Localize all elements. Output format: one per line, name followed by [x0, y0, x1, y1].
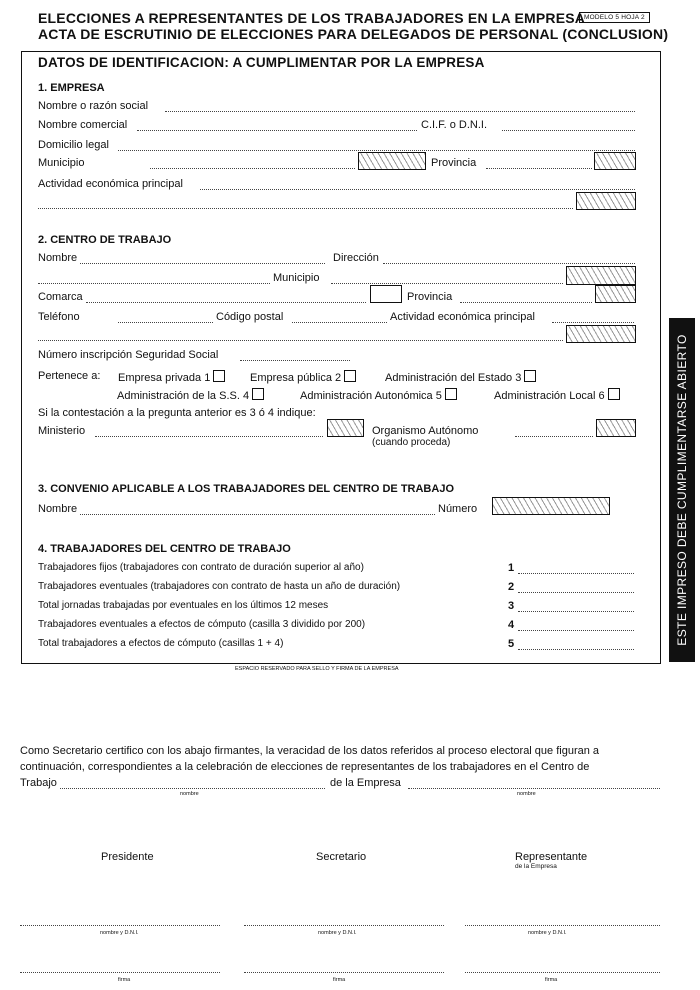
worker-row-label: Total jornadas trabajadas por eventuales en los últimos 12 meses [38, 600, 329, 611]
option-label: Administración Local 6 [494, 390, 605, 402]
field-centro-trabajo[interactable] [60, 788, 325, 789]
option-adm-ss[interactable] [117, 388, 264, 402]
field-representante-nombre[interactable] [465, 925, 660, 926]
label-ministerio: Ministerio [38, 425, 86, 437]
field-centro-municipio[interactable] [331, 283, 563, 284]
field-centro-actividad[interactable] [552, 322, 634, 323]
option-adm-local[interactable] [494, 388, 620, 402]
field-worker-2[interactable] [518, 592, 634, 593]
field-actividad-2[interactable] [38, 208, 573, 209]
label-direccion: Dirección [333, 252, 379, 264]
label-municipio: Municipio [38, 157, 85, 169]
label-cif: C.I.F. o D.N.I. [421, 119, 488, 131]
label-seg-social: Número inscripción Seguridad Social [38, 349, 219, 361]
code-box-municipio [358, 152, 426, 170]
worker-row-num: 4 [508, 619, 515, 631]
option-label: Empresa privada 1 [118, 372, 211, 384]
code-box-comarca [370, 285, 402, 303]
checkbox-adm-local[interactable] [608, 388, 620, 400]
field-presidente-nombre[interactable] [20, 925, 220, 926]
code-box-provincia [594, 152, 636, 170]
worker-row-label: Trabajadores fijos (trabajadores con contrato de duración superior al año) [38, 562, 364, 573]
option-label: Administración Autonómica 5 [300, 390, 442, 402]
label-centro-nombre: Nombre [38, 252, 78, 264]
label-convenio-nombre: Nombre [38, 503, 78, 515]
field-provincia[interactable] [486, 168, 592, 169]
label-razon-social: Nombre o razón social [38, 100, 149, 112]
option-label: Administración del Estado 3 [385, 372, 522, 384]
label-telefono: Teléfono [38, 311, 80, 323]
field-comarca[interactable] [86, 302, 366, 303]
checkbox-adm-autonomica[interactable] [445, 388, 457, 400]
section-convenio: 3. CONVENIO APLICABLE A LOS TRABAJADORES DEL CENTRO DE TRABAJO [38, 483, 454, 495]
seal-space-caption: ESPACIO RESERVADO PARA SELLO Y FIRMA DE LA EMPRESA [235, 666, 399, 672]
caption-nombre-dni: nombre y D.N.I. [318, 930, 357, 936]
field-empresa[interactable] [408, 788, 660, 789]
label-de-la-empresa: de la Empresa [515, 863, 557, 870]
cert-label-empresa: de la Empresa [330, 777, 401, 789]
label-codigo-postal: Código postal [216, 311, 284, 323]
caption-nombre-dni: nombre y D.N.I. [528, 930, 567, 936]
field-nombre-comercial[interactable] [137, 130, 417, 131]
field-direccion[interactable] [383, 263, 635, 264]
checkbox-adm-ss[interactable] [252, 388, 264, 400]
field-seg-social[interactable] [240, 360, 350, 361]
field-domicilio[interactable] [118, 150, 635, 151]
label-cuando-proceda: (cuando proceda) [372, 437, 451, 448]
identification-heading: DATOS DE IDENTIFICACION: A CUMPLIMENTAR POR LA EMPRESA [38, 55, 485, 70]
option-empresa-privada[interactable] [118, 370, 225, 384]
checkbox-empresa-privada[interactable] [213, 370, 225, 382]
worker-row-label: Trabajadores eventuales a efectos de cómputo (casilla 3 dividido por 200) [38, 619, 366, 630]
field-centro-provincia[interactable] [460, 302, 592, 303]
model-badge: MODELO 5 HOJA 2 [579, 12, 650, 23]
checkbox-adm-estado[interactable] [524, 370, 536, 382]
option-label: Administración de la S.S. 4 [117, 390, 250, 402]
field-secretario-nombre[interactable] [244, 925, 444, 926]
field-centro-actividad-2[interactable] [38, 340, 563, 341]
field-razon-social[interactable] [165, 111, 635, 112]
form-title: ELECCIONES A REPRESENTANTES DE LOS TRABAJADORES EN LA EMPRESA [38, 10, 586, 26]
worker-row-label: Trabajadores eventuales (trabajadores con contrato de hasta un año de duración) [38, 581, 401, 592]
label-domicilio: Domicilio legal [38, 139, 109, 151]
code-box-organismo [596, 419, 636, 437]
field-organismo[interactable] [515, 436, 593, 437]
code-box-centro-actividad [566, 325, 636, 343]
worker-row-num: 1 [508, 562, 515, 574]
section-trabajadores: 4. TRABAJADORES DEL CENTRO DE TRABAJO [38, 543, 291, 555]
field-worker-4[interactable] [518, 630, 634, 631]
option-adm-autonomica[interactable] [300, 388, 457, 402]
cert-label-trabajo: Trabajo [20, 777, 57, 789]
code-box-actividad [576, 192, 636, 210]
label-presidente: Presidente [101, 851, 154, 863]
label-comarca: Comarca [38, 291, 83, 303]
checkbox-empresa-publica[interactable] [344, 370, 356, 382]
worker-row-num: 2 [508, 581, 515, 593]
field-secretario-firma[interactable] [244, 972, 444, 973]
field-codigo-postal[interactable] [292, 322, 387, 323]
code-box-centro-provincia [595, 285, 636, 303]
label-convenio-numero: Número [438, 503, 478, 515]
side-banner [669, 318, 695, 662]
caption-nombre: nombre [517, 791, 536, 797]
field-convenio-nombre[interactable] [80, 514, 435, 515]
field-ministerio[interactable] [95, 436, 323, 437]
caption-firma: firma [333, 977, 346, 983]
label-centro-actividad: Actividad económica principal [390, 311, 535, 323]
conditional-instruction: Si la contestación a la pregunta anterior es 3 ó 4 indique: [38, 407, 316, 419]
field-worker-5[interactable] [518, 649, 634, 650]
field-actividad[interactable] [200, 189, 635, 190]
field-representante-firma[interactable] [465, 972, 660, 973]
field-telefono[interactable] [118, 322, 213, 323]
label-secretario: Secretario [316, 851, 367, 863]
label-pertenece: Pertenece a: [38, 370, 101, 382]
caption-nombre: nombre [180, 791, 199, 797]
worker-row-label: Total trabajadores a efectos de cómputo (casillas 1 + 4) [38, 638, 284, 649]
field-centro-nombre[interactable] [80, 263, 325, 264]
label-centro-municipio: Municipio [273, 272, 320, 284]
label-provincia: Provincia [431, 157, 477, 169]
section-empresa: 1. EMPRESA [38, 82, 105, 94]
worker-row-num: 3 [508, 600, 515, 612]
label-representante: Representante [515, 851, 588, 863]
field-worker-3[interactable] [518, 611, 634, 612]
worker-row-num: 5 [508, 638, 515, 650]
section-centro: 2. CENTRO DE TRABAJO [38, 234, 172, 246]
option-label: Empresa pública 2 [250, 372, 342, 384]
side-banner-text: ESTE IMPRESO DEBE CUMPLIMENTARSE ABIERTO [675, 334, 689, 646]
field-municipio[interactable] [150, 168, 355, 169]
option-adm-estado[interactable] [385, 370, 536, 384]
option-empresa-publica[interactable] [250, 370, 356, 384]
code-box-convenio-numero [492, 497, 610, 515]
label-organismo: Organismo Autónomo [372, 425, 479, 437]
field-cif[interactable] [502, 130, 635, 131]
cert-line-1: Como Secretario certifico con los abajo firmantes, la veracidad de los datos referidos al proceso electoral que figuran a [20, 745, 600, 757]
caption-nombre-dni: nombre y D.N.I. [100, 930, 139, 936]
field-worker-1[interactable] [518, 573, 634, 574]
label-centro-provincia: Provincia [407, 291, 453, 303]
label-actividad: Actividad económica principal [38, 178, 183, 190]
label-nombre-comercial: Nombre comercial [38, 119, 128, 131]
code-box-centro-municipio [566, 266, 636, 285]
cert-line-2: continuación, correspondientes a la celebración de elecciones de representantes de los trabajadores en el Centro de [20, 761, 590, 773]
caption-firma: firma [545, 977, 558, 983]
field-presidente-firma[interactable] [20, 972, 220, 973]
field-centro-nombre-2[interactable] [38, 283, 270, 284]
form-subtitle: ACTA DE ESCRUTINIO DE ELECCIONES PARA DELEGADOS DE PERSONAL (CONCLUSION) [38, 26, 669, 42]
code-box-ministerio [327, 419, 364, 437]
caption-firma: firma [118, 977, 131, 983]
